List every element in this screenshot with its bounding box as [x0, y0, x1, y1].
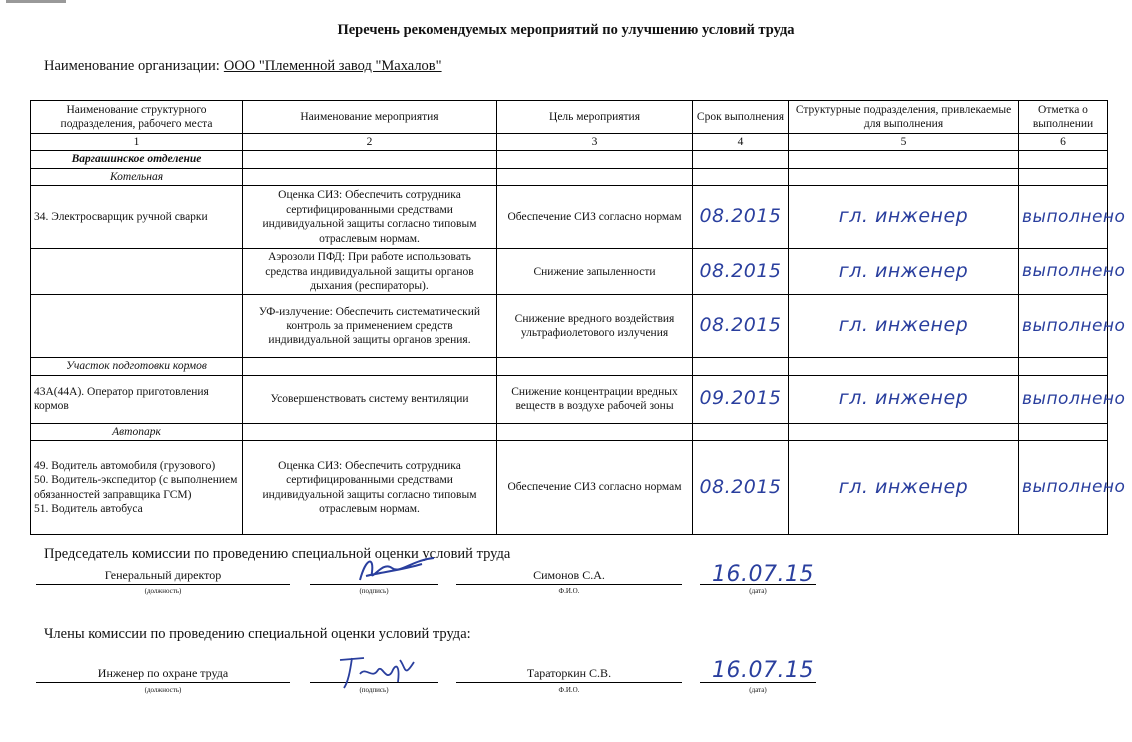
- goal-cell: Снижение вредного воздействия ультрафиолетового излучения: [497, 295, 693, 358]
- table-header-row: [31, 101, 1108, 134]
- mark-cell: выполнено: [1019, 186, 1108, 249]
- term-cell: 09.2015: [693, 375, 789, 423]
- dept-cell: гл. инженер: [789, 249, 1019, 295]
- header-measure: Наименование мероприятия: [243, 101, 497, 134]
- column-number: 3: [497, 134, 693, 151]
- column-number: 6: [1019, 134, 1108, 151]
- table-row: [31, 295, 1108, 358]
- member-name: Тараторкин С.В.: [456, 666, 682, 683]
- fio-caption: Ф.И.О.: [558, 587, 580, 595]
- section-row: [31, 168, 1108, 185]
- table-row: [31, 186, 1108, 249]
- dept-cell: гл. инженер: [789, 375, 1019, 423]
- column-number: 2: [243, 134, 497, 151]
- table-row: [31, 441, 1108, 535]
- mark-cell: выполнено: [1019, 375, 1108, 423]
- header-term: Срок выполнения: [693, 101, 789, 134]
- goal-cell: Снижение запыленности: [497, 249, 693, 295]
- dept-cell: гл. инженер: [789, 186, 1019, 249]
- measure-cell: Усовершенствовать систему вентиляции: [243, 375, 497, 423]
- measure-cell: УФ-излучение: Обеспечить систематический контроль за применением средств индивидуальной защиты органов зрения.: [243, 295, 497, 358]
- place-cell: [31, 249, 243, 295]
- chairman-position: Генеральный директор: [36, 568, 290, 585]
- column-number-row: [31, 134, 1108, 151]
- fio-caption: Ф.И.О.: [558, 686, 580, 694]
- place-cell: [31, 295, 243, 358]
- chairman-heading: Председатель комиссии по проведению специальной оценки условий труда: [44, 546, 511, 562]
- dept-cell: гл. инженер: [789, 295, 1019, 358]
- term-cell: 08.2015: [693, 186, 789, 249]
- mark-cell: выполнено: [1019, 441, 1108, 535]
- position-caption: (должность): [144, 686, 182, 694]
- date-caption: (дата): [749, 587, 767, 595]
- place-cell: 43А(44А). Оператор приготовления кормов: [31, 375, 243, 423]
- term-cell: 08.2015: [693, 441, 789, 535]
- document-title: Перечень рекомендуемых мероприятий по улучшению условий труда: [337, 22, 795, 38]
- section-name: Участок подготовки кормов: [31, 358, 243, 375]
- position-caption: (должность): [144, 587, 182, 595]
- section-row: [31, 423, 1108, 440]
- measure-cell: Оценка СИЗ: Обеспечить сотрудника сертифицированными средствами индивидуальной защиты согласно типовым отраслевым нормам.: [243, 186, 497, 249]
- header-dept: Структурные подразделения, привлекаемые для выполнения: [789, 101, 1019, 134]
- goal-cell: Обеспечение СИЗ согласно нормам: [497, 441, 693, 535]
- chairman-name: Симонов С.А.: [456, 568, 682, 585]
- section-row: [31, 358, 1108, 375]
- measures-table: [30, 100, 1126, 535]
- column-number: 4: [693, 134, 789, 151]
- measure-cell: Аэрозоли ПФД: При работе использовать средства индивидуальной защиты органов дыхания (респираторы).: [243, 249, 497, 295]
- header-place: Наименование структурного подразделения, рабочего места: [31, 101, 243, 134]
- header-goal: Цель мероприятия: [497, 101, 693, 134]
- member-date: 16.07.15: [712, 658, 814, 683]
- organization-line: [44, 58, 442, 75]
- header-mark: Отметка о выполнении: [1019, 101, 1108, 134]
- top-edge-mark: [6, 0, 66, 3]
- place-cell: 34. Электросварщик ручной сварки: [31, 186, 243, 249]
- place-cell: 49. Водитель автомобиля (грузового) 50. Водитель-экспедитор (с выполнением обязанностей заправщика ГСМ) 51. Водитель автобуса: [31, 441, 243, 535]
- division-row: [31, 151, 1108, 168]
- signature-caption: (подпись): [359, 587, 389, 595]
- table-row: [31, 249, 1108, 295]
- goal-cell: Обеспечение СИЗ согласно нормам: [497, 186, 693, 249]
- section-name: Котельная: [31, 168, 243, 185]
- organization-label: Наименование организации:: [44, 58, 220, 74]
- goal-cell: Снижение концентрации вредных веществ в воздухе рабочей зоны: [497, 375, 693, 423]
- organization-name: ООО "Племенной завод "Махалов": [223, 58, 442, 74]
- column-number: 5: [789, 134, 1019, 151]
- chairman-signature: [352, 550, 442, 590]
- column-number: 1: [31, 134, 243, 151]
- members-heading: Члены комиссии по проведению специальной оценки условий труда:: [44, 626, 471, 642]
- table-row: [31, 375, 1108, 423]
- term-cell: 08.2015: [693, 295, 789, 358]
- section-name: Автопарк: [31, 423, 243, 440]
- dept-cell: гл. инженер: [789, 441, 1019, 535]
- date-caption: (дата): [749, 686, 767, 694]
- signature-caption: (подпись): [359, 686, 389, 694]
- mark-cell: выполнено: [1019, 295, 1108, 358]
- mark-cell: выполнено: [1019, 249, 1108, 295]
- chairman-date: 16.07.15: [712, 562, 814, 587]
- division-name: Варгашинское отделение: [31, 151, 243, 168]
- measure-cell: Оценка СИЗ: Обеспечить сотрудника сертифицированными средствами индивидуальной защиты согласно типовым отраслевым нормам.: [243, 441, 497, 535]
- member-position: Инженер по охране труда: [36, 666, 290, 683]
- term-cell: 08.2015: [693, 249, 789, 295]
